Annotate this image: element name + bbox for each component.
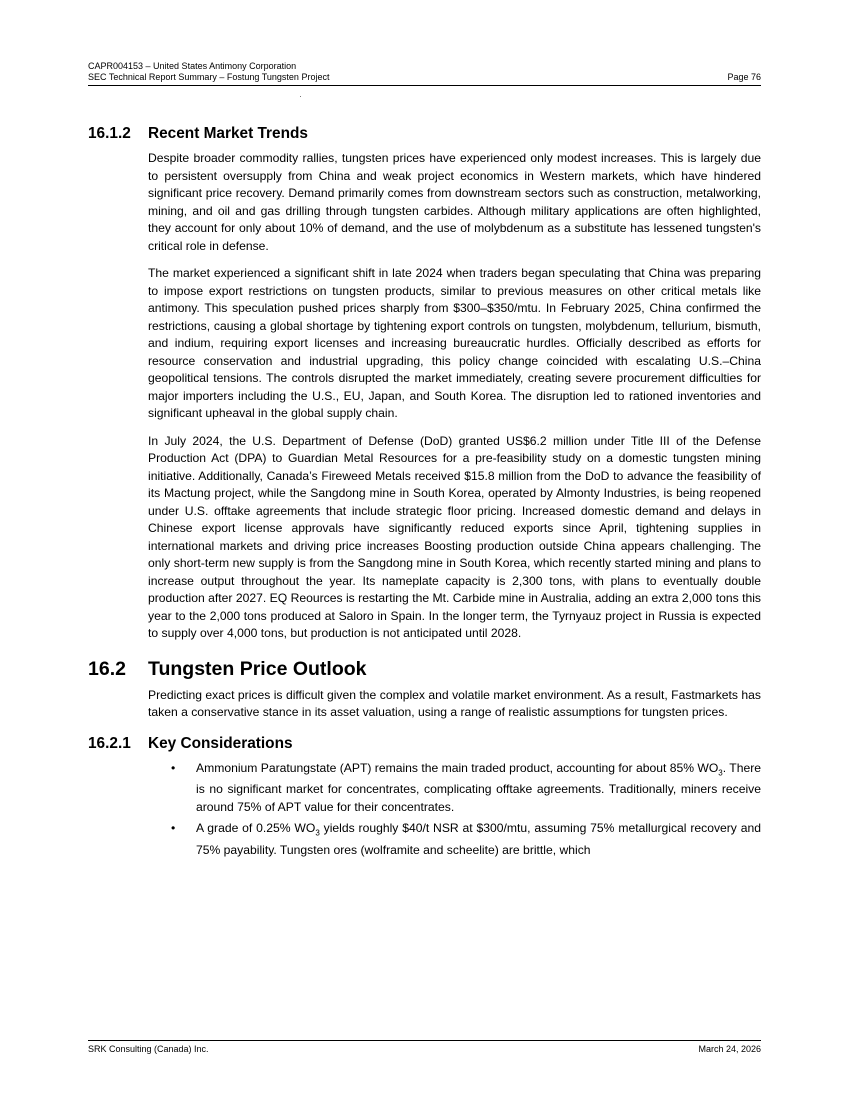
stray-mark	[300, 96, 301, 97]
paragraph: Despite broader commodity rallies, tungsten prices have experienced only modest increases. This is largely due to persistent oversupply from China and weak project economics in Western markets, which have hindered significant price recovery. Demand primarily comes from downstream sectors such as construction, metalworking, mining, and oil and gas drilling through tungsten carbides. Although military applications are often highlighted, they account for only about 10% of demand, and the use of molybdenum as a substitute has lessened tungsten's critical role in defense.	[148, 151, 761, 253]
heading-title: Tungsten Price Outlook	[148, 657, 367, 680]
page-footer	[88, 1044, 761, 1055]
list-item-text: Ammonium Paratungstate (APT) remains the main traded product, accounting for about 85% WO	[196, 760, 719, 775]
heading-16-2	[88, 657, 761, 681]
header-divider	[88, 85, 761, 86]
paragraph: The market experienced a significant shift in late 2024 when traders began speculating that China was preparing to impose export restrictions on tungsten products, similar to previous measures on other critical metals like antimony. This speculation pushed prices sharply from $300–$350/mtu. In February 2025, China confirmed the restrictions, causing a global shortage by tightening export controls on tungsten, molybdenum, tellurium, bismuth, and indium, requiring export licenses and increasing bureaucratic hurdles. Officially described as efforts for resource conservation and industrial upgrading, this policy change coincided with escalating U.S.–China geopolitical tensions. The controls disrupted the market immediately, creating severe procurement difficulties for major importers including the U.S., EU, Japan, and South Korea. The disruption led to rationed inventories and significant upheaval in the global supply chain.	[148, 266, 761, 420]
page-header	[88, 61, 761, 83]
heading-number: 16.2.1	[88, 734, 131, 752]
heading-number: 16.2	[88, 657, 126, 680]
bullet-icon: •	[171, 821, 176, 836]
list-item-text: . There is no significant market for concentrates, complicating offtake agreements. Traditionally, miners receive around 75% of APT value for their concentrates.	[196, 760, 761, 814]
footer-date: March 24, 2026	[698, 1044, 761, 1054]
list-item	[171, 820, 761, 859]
footer-company: SRK Consulting (Canada) Inc.	[88, 1044, 209, 1054]
list-item	[171, 760, 761, 817]
heading-title: Key Considerations	[148, 734, 293, 752]
paragraph: Predicting exact prices is difficult given the complex and volatile market environment. As a result, Fastmarkets has taken a conservative stance in its asset valuation, using a range of realistic assumptions for tungsten prices.	[148, 687, 761, 719]
header-report-title: SEC Technical Report Summary – Fostung Tungsten Project	[88, 72, 330, 82]
page-number: Page 76	[727, 72, 761, 82]
paragraph: In July 2024, the U.S. Department of Defense (DoD) granted US$6.2 million under Title III of the Defense Production Act (DPA) to Guardian Metal Resources for a pre-feasibility study on a domestic tungsten mining initiative. Additionally, Canada’s Fireweed Metals received $15.8 million from the DoD to advance the feasibility of its Mactung project, while the Sangdong mine in South Korea, operated by Almonty Industries, is being reopened under U.S. offtake agreements that include strategic floor pricing. Increased domestic demand and delays in Chinese export license approvals have significantly reduced exports since April, tightening supplies in international markets and driving price increases Boosting production outside China appears challenging. The only short-term new supply is from the Sangdong mine in South Korea, which recently started mining and plans to increase output throughout the year. Its nameplate capacity is 2,300 tons, with plans to eventually double production after 2027. EQ Reources is restarting the Mt. Carbide mine in Australia, adding an extra 2,000 tons this year to the 2,000 tons produced at Saloro in Spain. In the longer term, the Tyrnyauz project in Russia is expected to supply over 4,000 tons, but production is not anticipated until 2028.	[148, 433, 761, 640]
bullet-icon: •	[171, 760, 176, 775]
document-body	[88, 124, 761, 864]
heading-16-2-1	[88, 734, 761, 754]
subscript: 3	[718, 767, 723, 777]
header-company: CAPR004153 – United States Antimony Corporation	[88, 61, 297, 71]
heading-number: 16.1.2	[88, 125, 131, 142]
heading-16-1-2	[88, 124, 761, 144]
key-considerations-list	[88, 760, 761, 860]
list-item-text: yields roughly $40/t NSR at $300/mtu, assuming 75% metallurgical recovery and 75% payability. Tungsten ores (wolframite and scheelite) are brittle, which	[196, 821, 761, 858]
subscript: 3	[315, 828, 320, 838]
list-item-text: A grade of 0.25% WO	[196, 821, 316, 836]
footer-divider	[88, 1040, 761, 1041]
heading-title: Recent Market Trends	[148, 125, 308, 142]
